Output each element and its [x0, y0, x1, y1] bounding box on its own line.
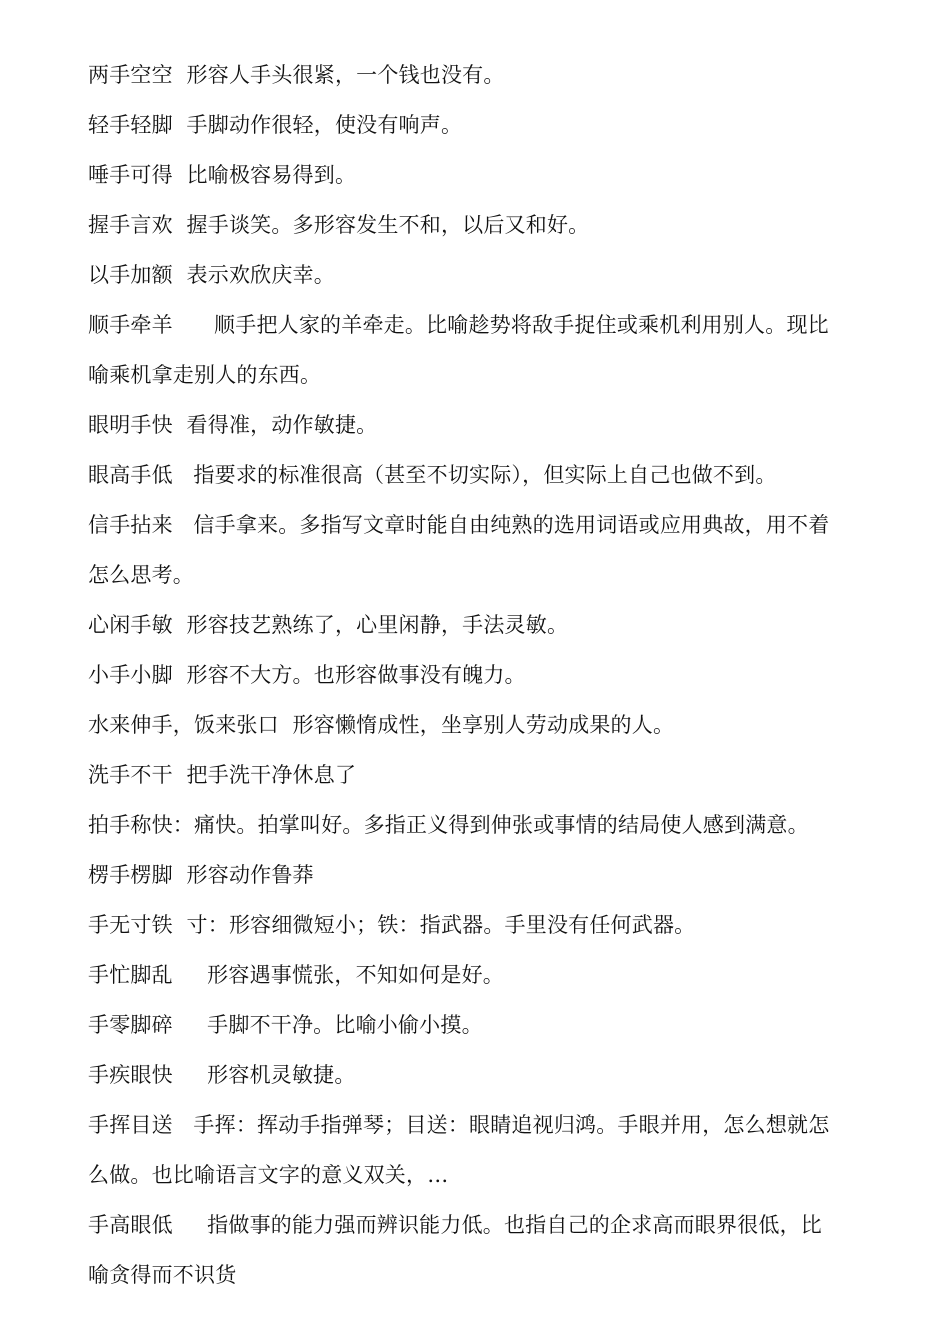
- text-line: 心闲手敏 形容技艺熟练了，心里闲静，手法灵敏。: [88, 613, 569, 637]
- text-line: 眼高手低 指要求的标准很高（甚至不切实际），但实际上自己也做不到。: [88, 463, 777, 487]
- text-line: 手高眼低 指做事的能力强而辨识能力低。也指自己的企求高而眼界很低，比: [88, 1213, 822, 1237]
- text-line: 怎么思考。: [88, 563, 194, 587]
- text-line: 手疾眼快 形容机灵敏捷。: [88, 1063, 356, 1087]
- text-line: 唾手可得 比喻极容易得到。: [88, 163, 357, 187]
- text-line: 顺手牵羊 顺手把人家的羊牵走。比喻趁势将敌手捉住或乘机利用别人。现比: [88, 313, 829, 337]
- text-line: 喻乘机拿走别人的东西。: [88, 363, 322, 387]
- text-line: 握手言欢 握手谈笑。多形容发生不和，以后又和好。: [88, 213, 590, 237]
- text-line: 么做。也比喻语言文字的意义双关，…: [88, 1163, 449, 1187]
- text-line: 洗手不干 把手洗干净休息了: [88, 763, 357, 787]
- text-line: 眼明手快 看得准，动作敏捷。: [88, 413, 378, 437]
- text-line: 以手加额 表示欢欣庆幸。: [88, 263, 335, 287]
- text-line: 手忙脚乱 形容遇事慌张，不知如何是好。: [88, 963, 504, 987]
- text-line: 手挥目送 手挥：挥动手指弹琴；目送：眼睛追视归鸿。手眼并用，怎么想就怎: [88, 1113, 830, 1137]
- text-line: 信手拈来 信手拿来。多指写文章时能自由纯熟的选用词语或应用典故，用不着: [88, 513, 830, 537]
- text-line: 轻手轻脚 手脚动作很轻，使没有响声。: [88, 113, 463, 137]
- text-line: 手无寸铁 寸：形容细微短小；铁：指武器。手里没有任何武器。: [88, 913, 696, 937]
- document-page: [88, 50, 878, 1300]
- text-line: 小手小脚 形容不大方。也形容做事没有魄力。: [88, 663, 526, 687]
- text-line: 喻贪得而不识货: [88, 1263, 237, 1287]
- text-line: 楞手楞脚 形容动作鲁莽: [88, 863, 314, 887]
- text-line: 两手空空 形容人手头很紧，一个钱也没有。: [88, 63, 505, 87]
- text-line: 手零脚碎 手脚不干净。比喻小偷小摸。: [88, 1013, 483, 1037]
- text-line: 水来伸手，饭来张口 形容懒惰成性，坐享别人劳动成果的人。: [88, 713, 675, 737]
- text-line: 拍手称快：痛快。拍掌叫好。多指正义得到伸张或事情的结局使人感到满意。: [88, 813, 809, 837]
